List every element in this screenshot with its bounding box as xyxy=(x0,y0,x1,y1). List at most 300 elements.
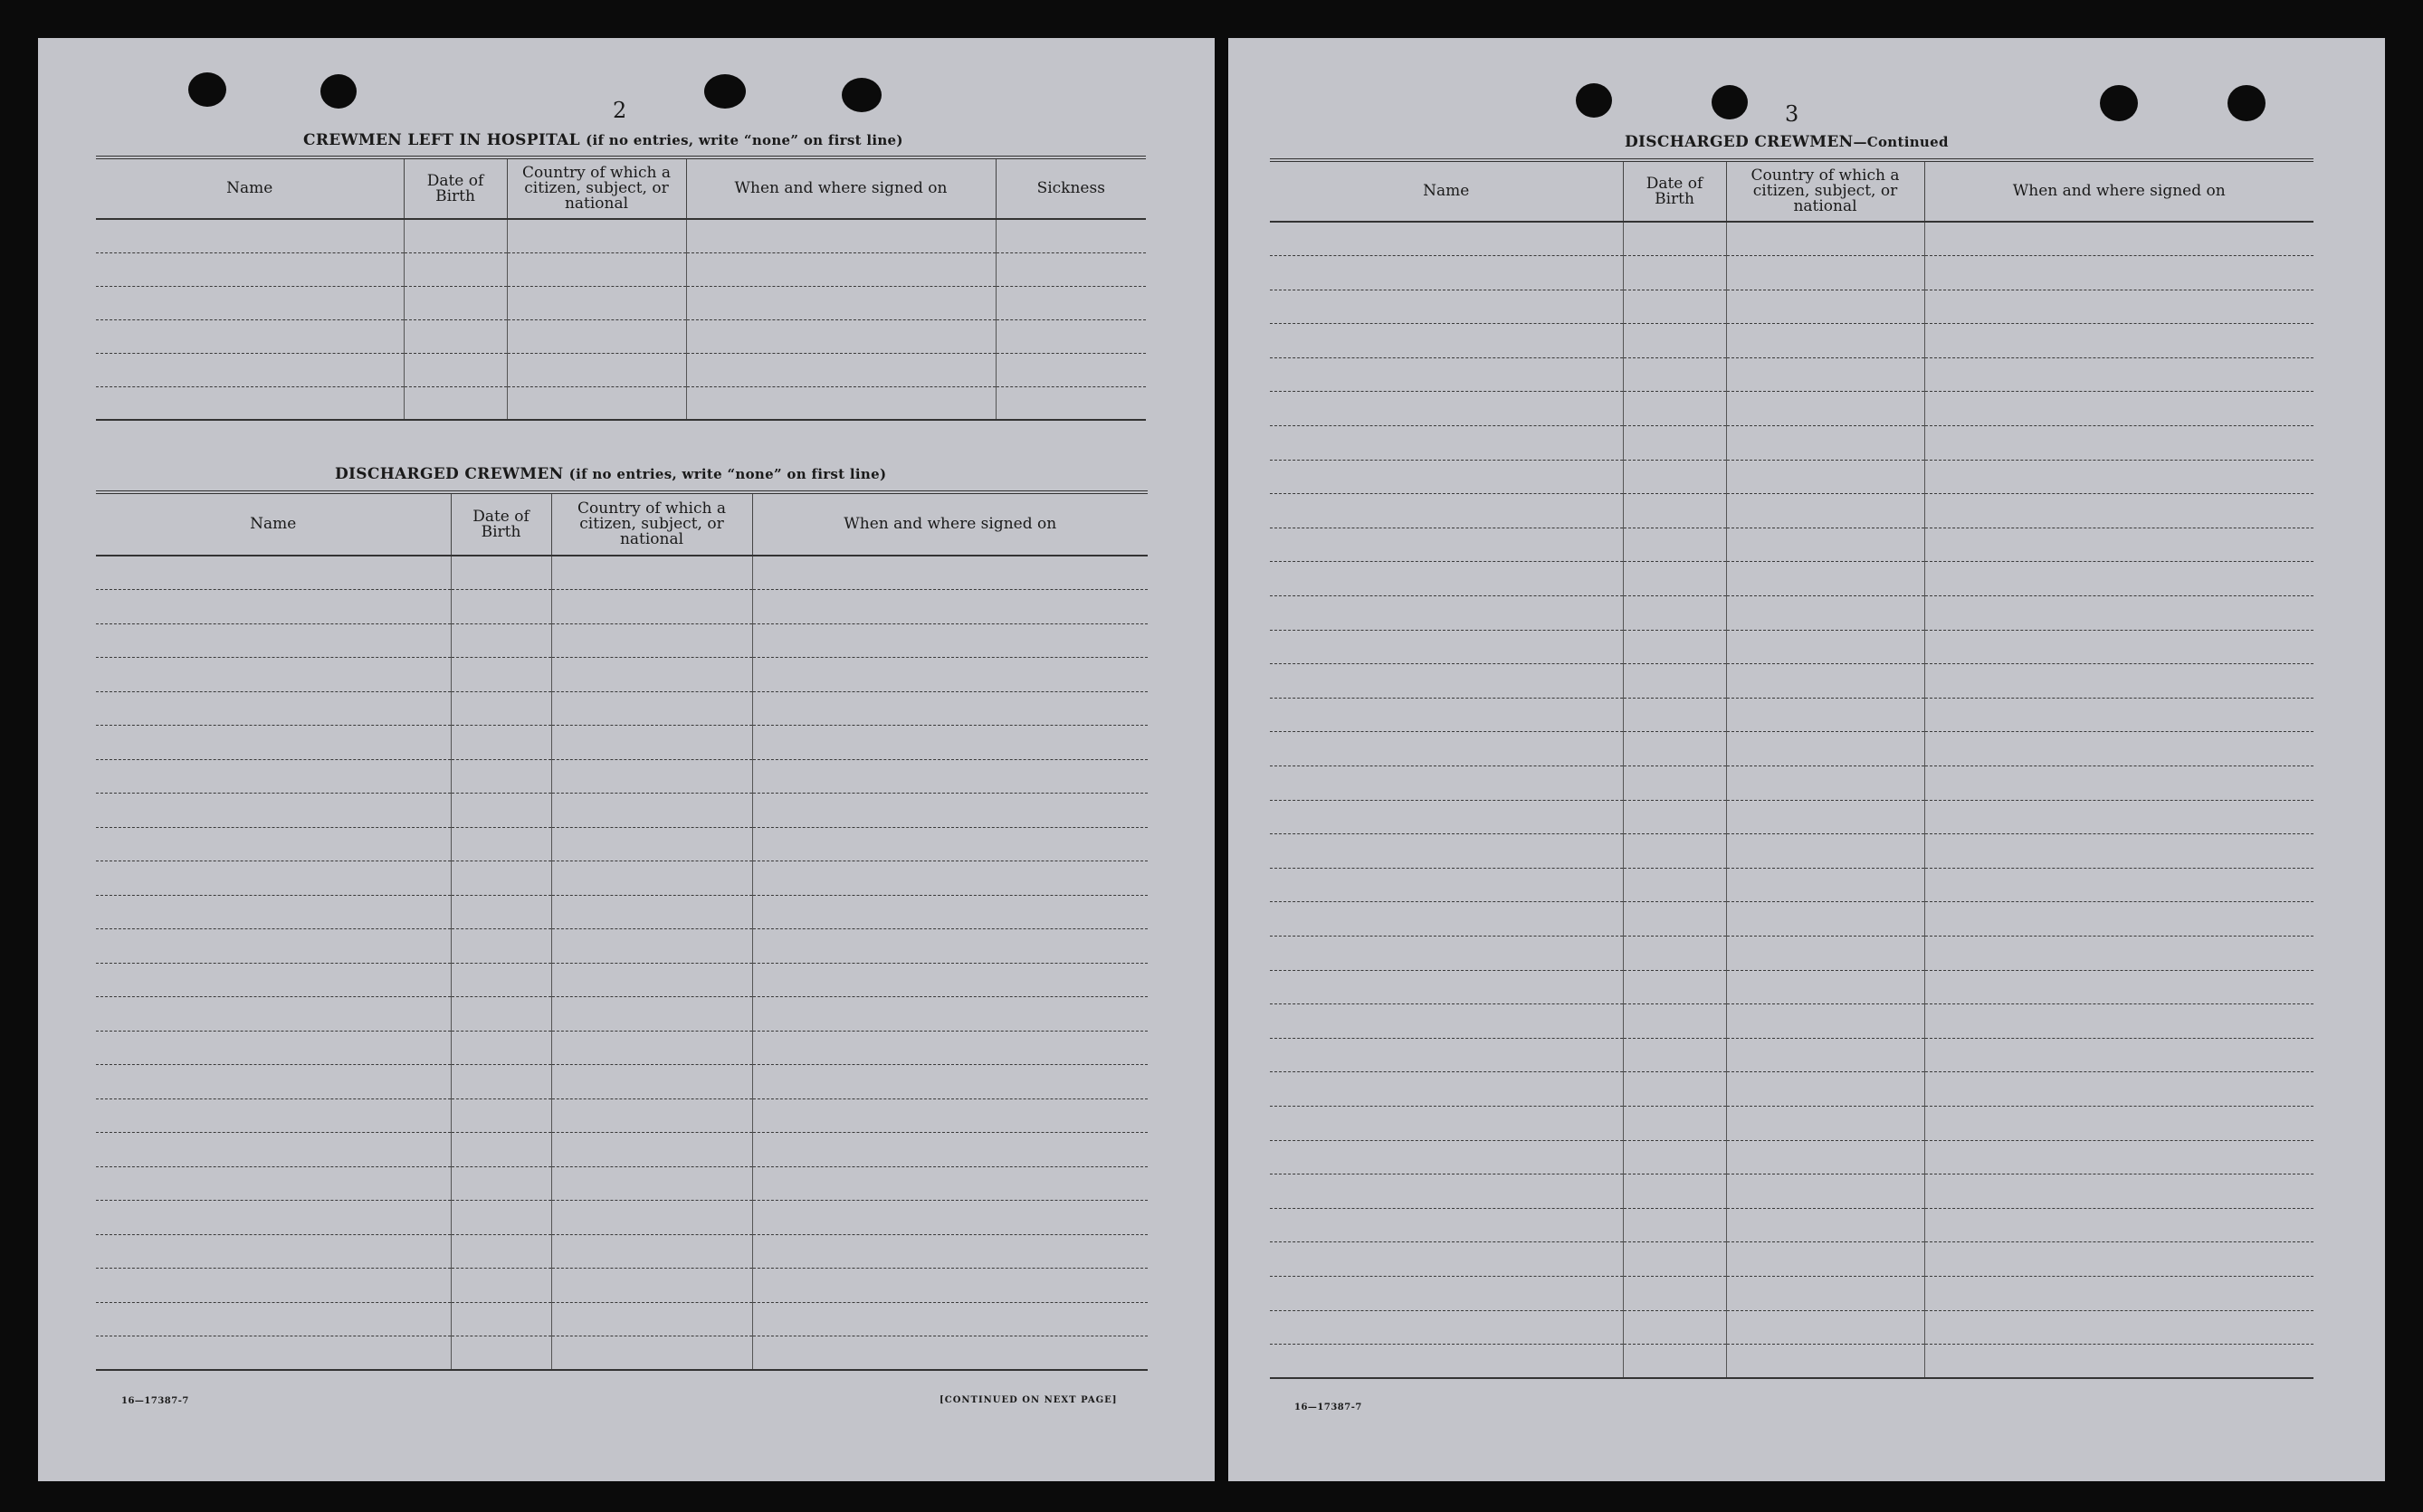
blank-cell[interactable] xyxy=(551,1065,752,1099)
blank-cell[interactable] xyxy=(1924,392,2313,426)
blank-cell[interactable] xyxy=(1726,1038,1924,1072)
blank-cell[interactable] xyxy=(551,590,752,624)
blank-cell[interactable] xyxy=(1623,1174,1726,1209)
blank-cell[interactable] xyxy=(752,1234,1148,1269)
blank-cell[interactable] xyxy=(752,759,1148,794)
blank-cell[interactable] xyxy=(752,1302,1148,1336)
blank-cell[interactable] xyxy=(752,963,1148,997)
blank-cell[interactable] xyxy=(752,1269,1148,1303)
blank-cell[interactable] xyxy=(752,1133,1148,1167)
blank-cell[interactable] xyxy=(551,1201,752,1235)
blank-cell[interactable] xyxy=(1623,1242,1726,1277)
blank-cell[interactable] xyxy=(1726,1345,1924,1379)
blank-cell[interactable] xyxy=(551,623,752,658)
blank-cell[interactable] xyxy=(451,691,551,726)
blank-cell[interactable] xyxy=(752,895,1148,929)
blank-cell[interactable] xyxy=(96,286,404,319)
blank-cell[interactable] xyxy=(451,827,551,861)
blank-cell[interactable] xyxy=(1270,1242,1623,1277)
blank-cell[interactable] xyxy=(451,895,551,929)
blank-cell[interactable] xyxy=(404,319,507,353)
blank-cell[interactable] xyxy=(1623,1004,1726,1039)
blank-cell[interactable] xyxy=(451,1065,551,1099)
blank-cell[interactable] xyxy=(752,726,1148,760)
blank-cell[interactable] xyxy=(1270,1310,1623,1345)
blank-cell[interactable] xyxy=(1726,1106,1924,1140)
table-row xyxy=(96,319,1146,353)
blank-cell[interactable] xyxy=(451,658,551,692)
blank-cell[interactable] xyxy=(1623,1276,1726,1310)
blank-cell[interactable] xyxy=(1924,1038,2313,1072)
table-row xyxy=(96,1201,1148,1235)
blank-cell[interactable] xyxy=(752,827,1148,861)
blank-cell[interactable] xyxy=(96,895,451,929)
blank-cell[interactable] xyxy=(686,219,996,252)
blank-cell[interactable] xyxy=(451,590,551,624)
blank-cell[interactable] xyxy=(551,794,752,828)
blank-cell[interactable] xyxy=(1924,732,2313,766)
blank-cell[interactable] xyxy=(551,1234,752,1269)
blank-cell[interactable] xyxy=(404,386,507,420)
blank-cell[interactable] xyxy=(686,319,996,353)
blank-cell[interactable] xyxy=(96,963,451,997)
blank-cell[interactable] xyxy=(96,759,451,794)
discharged-instruction: (if no entries, write “none” on first line) xyxy=(568,466,887,482)
blank-cell[interactable] xyxy=(1270,732,1623,766)
blank-cell[interactable] xyxy=(1726,1140,1924,1174)
table-row xyxy=(96,353,1146,386)
blank-cell[interactable] xyxy=(1270,562,1623,596)
blank-cell[interactable] xyxy=(96,556,451,590)
blank-cell[interactable] xyxy=(752,1336,1148,1371)
table-row xyxy=(96,252,1146,286)
blank-cell[interactable] xyxy=(451,1098,551,1133)
blank-cell[interactable] xyxy=(1270,290,1623,324)
blank-cell[interactable] xyxy=(551,1336,752,1371)
blank-cell[interactable] xyxy=(1270,766,1623,801)
blank-cell[interactable] xyxy=(551,929,752,964)
blank-cell[interactable] xyxy=(451,726,551,760)
blank-cell[interactable] xyxy=(752,623,1148,658)
left-page xyxy=(38,38,1215,1481)
blank-cell[interactable] xyxy=(1726,1004,1924,1039)
blank-cell[interactable] xyxy=(1623,324,1726,358)
blank-cell[interactable] xyxy=(1623,902,1726,937)
blank-cell[interactable] xyxy=(451,1166,551,1201)
blank-cell[interactable] xyxy=(1924,1174,2313,1209)
blank-cell[interactable] xyxy=(451,1269,551,1303)
blank-cell[interactable] xyxy=(507,219,686,252)
table-row xyxy=(1270,1072,2313,1107)
blank-cell[interactable] xyxy=(996,319,1146,353)
blank-cell[interactable] xyxy=(1623,1310,1726,1345)
blank-cell[interactable] xyxy=(1924,290,2313,324)
blank-cell[interactable] xyxy=(1270,1004,1623,1039)
blank-cell[interactable] xyxy=(1623,970,1726,1004)
blank-cell[interactable] xyxy=(96,997,451,1032)
blank-cell[interactable] xyxy=(1270,1345,1623,1379)
blank-cell[interactable] xyxy=(1924,460,2313,494)
blank-cell[interactable] xyxy=(1726,630,1924,664)
blank-cell[interactable] xyxy=(752,1065,1148,1099)
blank-cell[interactable] xyxy=(1726,562,1924,596)
blank-cell[interactable] xyxy=(1270,1072,1623,1107)
blank-cell[interactable] xyxy=(96,1269,451,1303)
blank-cell[interactable] xyxy=(1726,1276,1924,1310)
blank-cell[interactable] xyxy=(551,861,752,896)
blank-cell[interactable] xyxy=(96,623,451,658)
punch-hole xyxy=(1576,83,1612,118)
blank-cell[interactable] xyxy=(551,1098,752,1133)
blank-cell[interactable] xyxy=(551,1269,752,1303)
blank-cell[interactable] xyxy=(451,963,551,997)
blank-cell[interactable] xyxy=(451,794,551,828)
blank-cell[interactable] xyxy=(1270,357,1623,392)
blank-cell[interactable] xyxy=(686,386,996,420)
blank-cell[interactable] xyxy=(1623,562,1726,596)
blank-cell[interactable] xyxy=(1623,936,1726,970)
blank-cell[interactable] xyxy=(1924,970,2313,1004)
blank-cell[interactable] xyxy=(1726,460,1924,494)
blank-cell[interactable] xyxy=(1924,834,2313,869)
discharged-continued-title: DISCHARGED CREWMEN xyxy=(1625,133,1854,151)
blank-cell[interactable] xyxy=(96,794,451,828)
table-row xyxy=(96,1031,1148,1065)
table-row xyxy=(96,963,1148,997)
blank-cell[interactable] xyxy=(451,1336,551,1371)
blank-cell[interactable] xyxy=(1270,222,1623,256)
blank-cell[interactable] xyxy=(551,963,752,997)
table-row xyxy=(1270,290,2313,324)
blank-cell[interactable] xyxy=(752,794,1148,828)
punch-hole xyxy=(1712,85,1748,119)
table-row xyxy=(96,827,1148,861)
blank-cell[interactable] xyxy=(752,1098,1148,1133)
blank-cell[interactable] xyxy=(451,1031,551,1065)
blank-cell[interactable] xyxy=(1270,1106,1623,1140)
blank-cell[interactable] xyxy=(1270,664,1623,699)
blank-cell[interactable] xyxy=(451,1302,551,1336)
blank-cell[interactable] xyxy=(1726,868,1924,902)
blank-cell[interactable] xyxy=(1924,1004,2313,1039)
blank-cell[interactable] xyxy=(1726,596,1924,631)
blank-cell[interactable] xyxy=(1924,1242,2313,1277)
blank-cell[interactable] xyxy=(1924,664,2313,699)
blank-cell[interactable] xyxy=(404,219,507,252)
blank-cell[interactable] xyxy=(686,353,996,386)
blank-cell[interactable] xyxy=(451,997,551,1032)
blank-cell[interactable] xyxy=(1270,1276,1623,1310)
blank-cell[interactable] xyxy=(551,691,752,726)
blank-cell[interactable] xyxy=(551,759,752,794)
blank-cell[interactable] xyxy=(96,252,404,286)
blank-cell[interactable] xyxy=(1270,528,1623,562)
blank-cell[interactable] xyxy=(96,827,451,861)
table-row xyxy=(1270,528,2313,562)
blank-cell[interactable] xyxy=(1726,222,1924,256)
table-row xyxy=(1270,1276,2313,1310)
blank-cell[interactable] xyxy=(1924,1310,2313,1345)
blank-cell[interactable] xyxy=(551,1166,752,1201)
blank-cell[interactable] xyxy=(507,286,686,319)
blank-cell[interactable] xyxy=(1726,732,1924,766)
blank-cell[interactable] xyxy=(96,1065,451,1099)
blank-cell[interactable] xyxy=(451,1201,551,1235)
blank-cell[interactable] xyxy=(1270,1140,1623,1174)
blank-cell[interactable] xyxy=(1924,902,2313,937)
hospital-section-title xyxy=(303,131,903,149)
blank-cell[interactable] xyxy=(1726,1208,1924,1242)
blank-cell[interactable] xyxy=(1623,732,1726,766)
blank-cell[interactable] xyxy=(1623,1072,1726,1107)
blank-cell[interactable] xyxy=(752,1031,1148,1065)
blank-cell[interactable] xyxy=(1623,1208,1726,1242)
blank-cell[interactable] xyxy=(1270,256,1623,290)
blank-cell[interactable] xyxy=(451,556,551,590)
table-row xyxy=(96,286,1146,319)
blank-cell[interactable] xyxy=(551,895,752,929)
blank-cell[interactable] xyxy=(1726,1242,1924,1277)
blank-cell[interactable] xyxy=(451,759,551,794)
blank-cell[interactable] xyxy=(752,861,1148,896)
blank-cell[interactable] xyxy=(1623,494,1726,528)
blank-cell[interactable] xyxy=(1924,494,2313,528)
blank-cell[interactable] xyxy=(1270,698,1623,732)
blank-cell[interactable] xyxy=(1726,834,1924,869)
blank-cell[interactable] xyxy=(96,726,451,760)
blank-cell[interactable] xyxy=(96,1098,451,1133)
form-code: 16—17387-7 xyxy=(1294,1403,1362,1412)
blank-cell[interactable] xyxy=(1924,800,2313,834)
blank-cell[interactable] xyxy=(507,353,686,386)
blank-cell[interactable] xyxy=(1270,1038,1623,1072)
blank-cell[interactable] xyxy=(96,353,404,386)
blank-cell[interactable] xyxy=(1924,630,2313,664)
blank-cell[interactable] xyxy=(1924,596,2313,631)
blank-cell[interactable] xyxy=(1924,426,2313,461)
blank-cell[interactable] xyxy=(1270,970,1623,1004)
blank-cell[interactable] xyxy=(96,658,451,692)
blank-cell[interactable] xyxy=(1270,494,1623,528)
blank-cell[interactable] xyxy=(1726,970,1924,1004)
blank-cell[interactable] xyxy=(1924,324,2313,358)
blank-cell[interactable] xyxy=(551,1133,752,1167)
blank-cell[interactable] xyxy=(1623,1038,1726,1072)
blank-cell[interactable] xyxy=(1726,494,1924,528)
blank-cell[interactable] xyxy=(1924,1140,2313,1174)
blank-cell[interactable] xyxy=(1726,256,1924,290)
blank-cell[interactable] xyxy=(1270,834,1623,869)
blank-cell[interactable] xyxy=(96,386,404,420)
blank-cell[interactable] xyxy=(1924,1208,2313,1242)
blank-cell[interactable] xyxy=(1270,800,1623,834)
blank-cell[interactable] xyxy=(1623,664,1726,699)
table-row xyxy=(1270,256,2313,290)
blank-cell[interactable] xyxy=(1270,1174,1623,1209)
blank-cell[interactable] xyxy=(1924,1072,2313,1107)
blank-cell[interactable] xyxy=(551,1031,752,1065)
blank-cell[interactable] xyxy=(1623,1140,1726,1174)
blank-cell[interactable] xyxy=(1623,1345,1726,1379)
blank-cell[interactable] xyxy=(451,623,551,658)
blank-cell[interactable] xyxy=(96,929,451,964)
blank-cell[interactable] xyxy=(1623,222,1726,256)
blank-cell[interactable] xyxy=(1623,528,1726,562)
table-row xyxy=(96,997,1148,1032)
punch-hole xyxy=(842,78,882,112)
blank-cell[interactable] xyxy=(507,386,686,420)
table-row xyxy=(1270,357,2313,392)
blank-cell[interactable] xyxy=(551,1302,752,1336)
blank-cell[interactable] xyxy=(96,1336,451,1371)
blank-cell[interactable] xyxy=(404,286,507,319)
blank-cell[interactable] xyxy=(1270,596,1623,631)
blank-cell[interactable] xyxy=(1726,528,1924,562)
hospital-table xyxy=(96,156,1146,421)
blank-cell[interactable] xyxy=(451,1234,551,1269)
blank-cell[interactable] xyxy=(1924,256,2313,290)
table-row xyxy=(1270,460,2313,494)
blank-cell[interactable] xyxy=(1623,868,1726,902)
blank-cell[interactable] xyxy=(1270,324,1623,358)
table-row xyxy=(96,1065,1148,1099)
table-row xyxy=(1270,1004,2313,1039)
blank-cell[interactable] xyxy=(96,1031,451,1065)
blank-cell[interactable] xyxy=(1726,902,1924,937)
blank-cell[interactable] xyxy=(752,556,1148,590)
blank-cell[interactable] xyxy=(1726,392,1924,426)
blank-cell[interactable] xyxy=(404,252,507,286)
blank-cell[interactable] xyxy=(551,827,752,861)
blank-cell[interactable] xyxy=(451,1133,551,1167)
blank-cell[interactable] xyxy=(1623,357,1726,392)
blank-cell[interactable] xyxy=(1924,357,2313,392)
table-row xyxy=(1270,1038,2313,1072)
table-row xyxy=(1270,562,2313,596)
blank-cell[interactable] xyxy=(1623,290,1726,324)
blank-cell[interactable] xyxy=(752,1201,1148,1235)
blank-cell[interactable] xyxy=(1726,290,1924,324)
blank-cell[interactable] xyxy=(1726,324,1924,358)
blank-cell[interactable] xyxy=(1270,630,1623,664)
punch-hole xyxy=(2227,85,2266,121)
blank-cell[interactable] xyxy=(1270,392,1623,426)
blank-cell[interactable] xyxy=(1623,698,1726,732)
blank-cell[interactable] xyxy=(1924,868,2313,902)
table-row xyxy=(1270,664,2313,699)
blank-cell[interactable] xyxy=(996,219,1146,252)
blank-cell[interactable] xyxy=(1726,664,1924,699)
blank-cell[interactable] xyxy=(96,1302,451,1336)
blank-cell[interactable] xyxy=(551,997,752,1032)
blank-cell[interactable] xyxy=(1623,800,1726,834)
blank-cell[interactable] xyxy=(1623,460,1726,494)
blank-cell[interactable] xyxy=(686,252,996,286)
blank-cell[interactable] xyxy=(1924,528,2313,562)
blank-cell[interactable] xyxy=(1270,1208,1623,1242)
blank-cell[interactable] xyxy=(996,386,1146,420)
blank-cell[interactable] xyxy=(1924,222,2313,256)
blank-cell[interactable] xyxy=(96,1133,451,1167)
blank-cell[interactable] xyxy=(1726,1310,1924,1345)
blank-cell[interactable] xyxy=(1623,766,1726,801)
blank-cell[interactable] xyxy=(96,1234,451,1269)
blank-cell[interactable] xyxy=(551,726,752,760)
table-row xyxy=(1270,868,2313,902)
punch-hole xyxy=(704,74,746,109)
blank-cell[interactable] xyxy=(1623,834,1726,869)
blank-cell[interactable] xyxy=(451,861,551,896)
blank-cell[interactable] xyxy=(996,286,1146,319)
blank-cell[interactable] xyxy=(752,658,1148,692)
blank-cell[interactable] xyxy=(752,997,1148,1032)
blank-cell[interactable] xyxy=(1726,800,1924,834)
blank-cell[interactable] xyxy=(1924,1345,2313,1379)
blank-cell[interactable] xyxy=(686,286,996,319)
blank-cell[interactable] xyxy=(752,691,1148,726)
blank-cell[interactable] xyxy=(551,556,752,590)
blank-cell[interactable] xyxy=(996,252,1146,286)
blank-cell[interactable] xyxy=(752,929,1148,964)
blank-cell[interactable] xyxy=(752,1166,1148,1201)
table-row xyxy=(96,1302,1148,1336)
blank-cell[interactable] xyxy=(96,1166,451,1201)
blank-cell[interactable] xyxy=(1623,630,1726,664)
blank-cell[interactable] xyxy=(507,252,686,286)
blank-cell[interactable] xyxy=(451,929,551,964)
blank-cell[interactable] xyxy=(96,1201,451,1235)
blank-cell[interactable] xyxy=(1726,936,1924,970)
table-row xyxy=(1270,392,2313,426)
blank-cell[interactable] xyxy=(1924,562,2313,596)
blank-cell[interactable] xyxy=(1726,1072,1924,1107)
blank-cell[interactable] xyxy=(1623,392,1726,426)
blank-cell[interactable] xyxy=(752,590,1148,624)
blank-cell[interactable] xyxy=(96,219,404,252)
blank-cell[interactable] xyxy=(1270,902,1623,937)
blank-cell[interactable] xyxy=(1924,1276,2313,1310)
blank-cell[interactable] xyxy=(1623,426,1726,461)
blank-cell[interactable] xyxy=(1726,1174,1924,1209)
blank-cell[interactable] xyxy=(507,319,686,353)
blank-cell[interactable] xyxy=(1726,698,1924,732)
blank-cell[interactable] xyxy=(1623,1106,1726,1140)
blank-cell[interactable] xyxy=(1270,868,1623,902)
blank-cell[interactable] xyxy=(1726,766,1924,801)
blank-cell[interactable] xyxy=(1726,357,1924,392)
column-header: Name xyxy=(96,492,451,556)
blank-cell[interactable] xyxy=(404,353,507,386)
blank-cell[interactable] xyxy=(96,861,451,896)
blank-cell[interactable] xyxy=(1270,460,1623,494)
blank-cell[interactable] xyxy=(1924,698,2313,732)
blank-cell[interactable] xyxy=(1623,596,1726,631)
blank-cell[interactable] xyxy=(1270,426,1623,461)
blank-cell[interactable] xyxy=(1924,1106,2313,1140)
blank-cell[interactable] xyxy=(96,319,404,353)
blank-cell[interactable] xyxy=(96,691,451,726)
table-row xyxy=(96,386,1146,420)
blank-cell[interactable] xyxy=(1623,256,1726,290)
blank-cell[interactable] xyxy=(96,590,451,624)
blank-cell[interactable] xyxy=(551,658,752,692)
blank-cell[interactable] xyxy=(1270,936,1623,970)
blank-cell[interactable] xyxy=(1726,426,1924,461)
blank-cell[interactable] xyxy=(1924,766,2313,801)
blank-cell[interactable] xyxy=(996,353,1146,386)
blank-cell[interactable] xyxy=(1924,936,2313,970)
table-row xyxy=(96,1098,1148,1133)
